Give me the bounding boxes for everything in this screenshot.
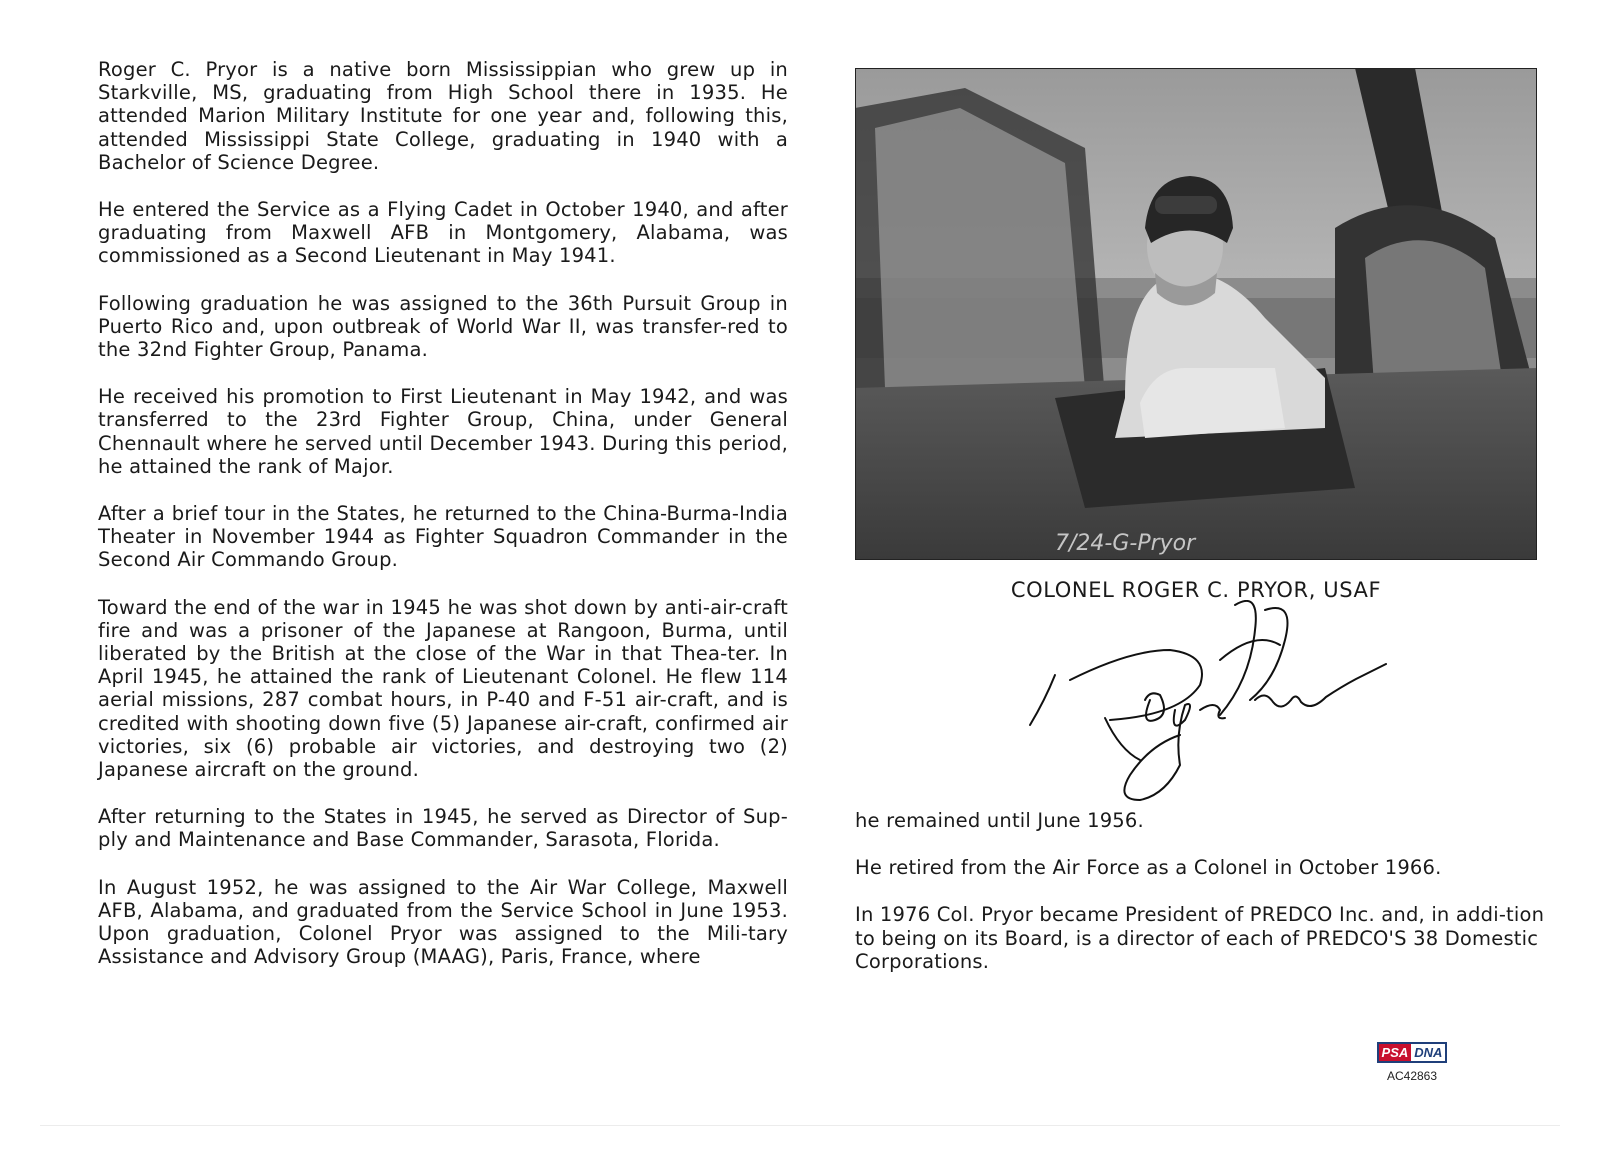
- psa-dna-logo: [1377, 1042, 1448, 1063]
- bio-paragraph-sarasota: After returning to the States in 1945, he served as Director of Sup-ply and Maintenance and Base Commander, Sarasota, Florida.: [98, 805, 788, 852]
- bio-paragraph-retirement: He retired from the Air Force as a Colonel in October 1966.: [855, 856, 1442, 880]
- bio-paragraph-flying-cadet: He entered the Service as a Flying Cadet in October 1940, and after graduating from Maxwell AFB in Montgomery, Alabama, was commissioned as a Second Lieutenant in May 1941.: [98, 198, 788, 268]
- bio-paragraph-air-war-college: In August 1952, he was assigned to the Air War College, Maxwell AFB, Alabama, and graduated from the Service School in June 1953. Upon graduation, Colonel Pryor was assigned to the Mili-tary Assistance and Advisory Group (MAAG), Paris, France, where: [98, 875, 788, 969]
- bio-paragraph-prisoner-of-war: Toward the end of the war in 1945 he was shot down by anti-air-craft fire and was a prisoner of the Japanese at Rangoon, Burma, until liberated by the British at the close of the War in that Thea-ter. In April 1945, he attained the rank of Lieutenant Colonel. He flew 114 aerial missions, 287 combat hours, in P-40 and F-51 air-craft, and is credited with shooting down five (5) Japanese air-craft, confirmed air victories, six (6) probable air victories, and destroying two (2) Japanese aircraft on the ground.: [98, 595, 788, 782]
- pilot-cockpit-photo: [855, 68, 1537, 560]
- psa-logo-text: PSA: [1379, 1044, 1412, 1061]
- bio-paragraph-cbi-theater: After a brief tour in the States, he returned to the China-Burma-India Theater in November 1944 as Fighter Squadron Commander in the Second Air Commando Group.: [98, 502, 788, 572]
- page-bottom-rule: [40, 1125, 1560, 1126]
- photo-inscription: 7/24-G-Pryor: [1055, 531, 1196, 556]
- bio-paragraph-predco: In 1976 Col. Pryor became President of PREDCO Inc. and, in addi-tion to being on its Board, is a director of each of PREDCO'S 38 Domestic Corporations.: [855, 903, 1545, 973]
- bio-paragraph-early-life: Roger C. Pryor is a native born Mississippian who grew up in Starkville, MS, graduating from High School there in 1935. He attended Marion Military Institute for one year and, following this, attended Mississippi State College, graduating in 1940 with a Bachelor of Science Degree.: [98, 58, 788, 174]
- bio-paragraph-paris: he remained until June 1956.: [855, 809, 1144, 832]
- biography-right-column: [855, 809, 1545, 997]
- dna-logo-text: DNA: [1411, 1044, 1445, 1061]
- bio-paragraph-pursuit-group: Following graduation he was assigned to the 36th Pursuit Group in Puerto Rico and, upon outbreak of World War II, was transfer-red to the 32nd Fighter Group, Panama.: [98, 291, 788, 362]
- photo-caption: COLONEL ROGER C. PRYOR, USAF: [1010, 578, 1382, 602]
- authentication-code: AC42863: [1386, 1069, 1438, 1083]
- authentication-sticker: [1362, 1042, 1462, 1083]
- biography-left-column: [98, 58, 788, 993]
- handwritten-signature: [1010, 600, 1390, 815]
- bio-paragraph-first-lieutenant: He received his promotion to First Lieutenant in May 1942, and was transferred to the 23rd Fighter Group, China, under General Chennault where he served until December 1943. During this period, he attained the rank of Major.: [98, 385, 788, 478]
